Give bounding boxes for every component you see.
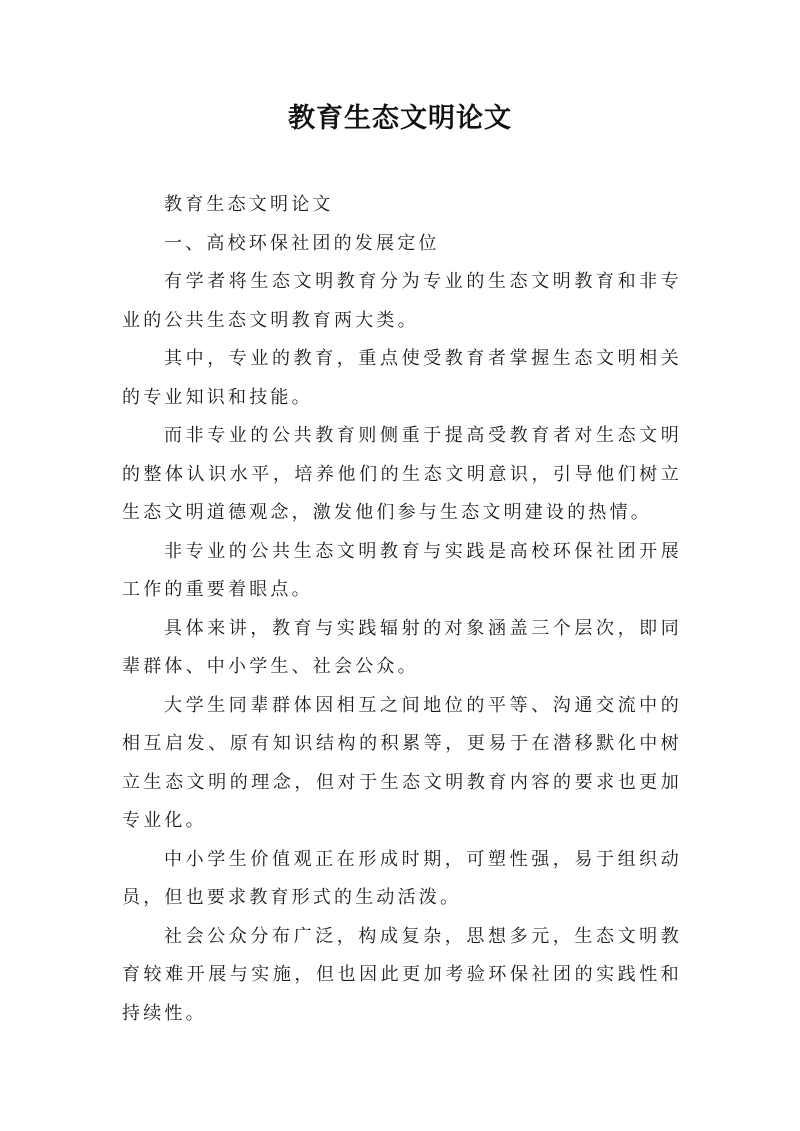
paragraph: 社会公众分布广泛，构成复杂，思想多元，生态文明教育较难开展与实施，但也因此更加考验环保社团的实践性和持续性。 [122,925,682,1024]
paragraph: 中小学生价值观正在形成时期，可塑性强，易于组织动员，但也要求教育形式的生动活泼。 [122,848,682,908]
paragraph: 而非专业的公共教育则侧重于提高受教育者对生态文明的整体认识水平，培养他们的生态文明意识，引导他们树立生态文明道德观念，激发他们参与生态文明建设的热情。 [122,425,682,523]
document-title: 教育生态文明论文 [288,103,512,134]
paragraph: 大学生同辈群体因相互之间地位的平等、沟通交流中的相互启发、原有知识结构的积累等，更易于在潜移默化中树立生态文明的理念，但对于生态文明教育内容的要求也更加专业化。 [122,694,682,831]
document-body [122,186,682,1033]
paragraph: 有学者将生态文明教育分为专业的生态文明教育和非专业的公共生态文明教育两大类。 [122,271,682,331]
paragraph: 具体来讲，教育与实践辐射的对象涵盖三个层次，即同辈群体、中小学生、社会公众。 [122,617,682,677]
paragraph: 非专业的公共生态文明教育与实践是高校环保社团开展工作的重要着眼点。 [122,540,682,600]
paragraph: 其中，专业的教育，重点使受教育者掌握生态文明相关的专业知识和技能。 [122,348,682,408]
paragraph-section-heading: 一、高校环保社团的发展定位 [164,232,440,254]
paragraph-heading: 教育生态文明论文 [164,194,334,215]
